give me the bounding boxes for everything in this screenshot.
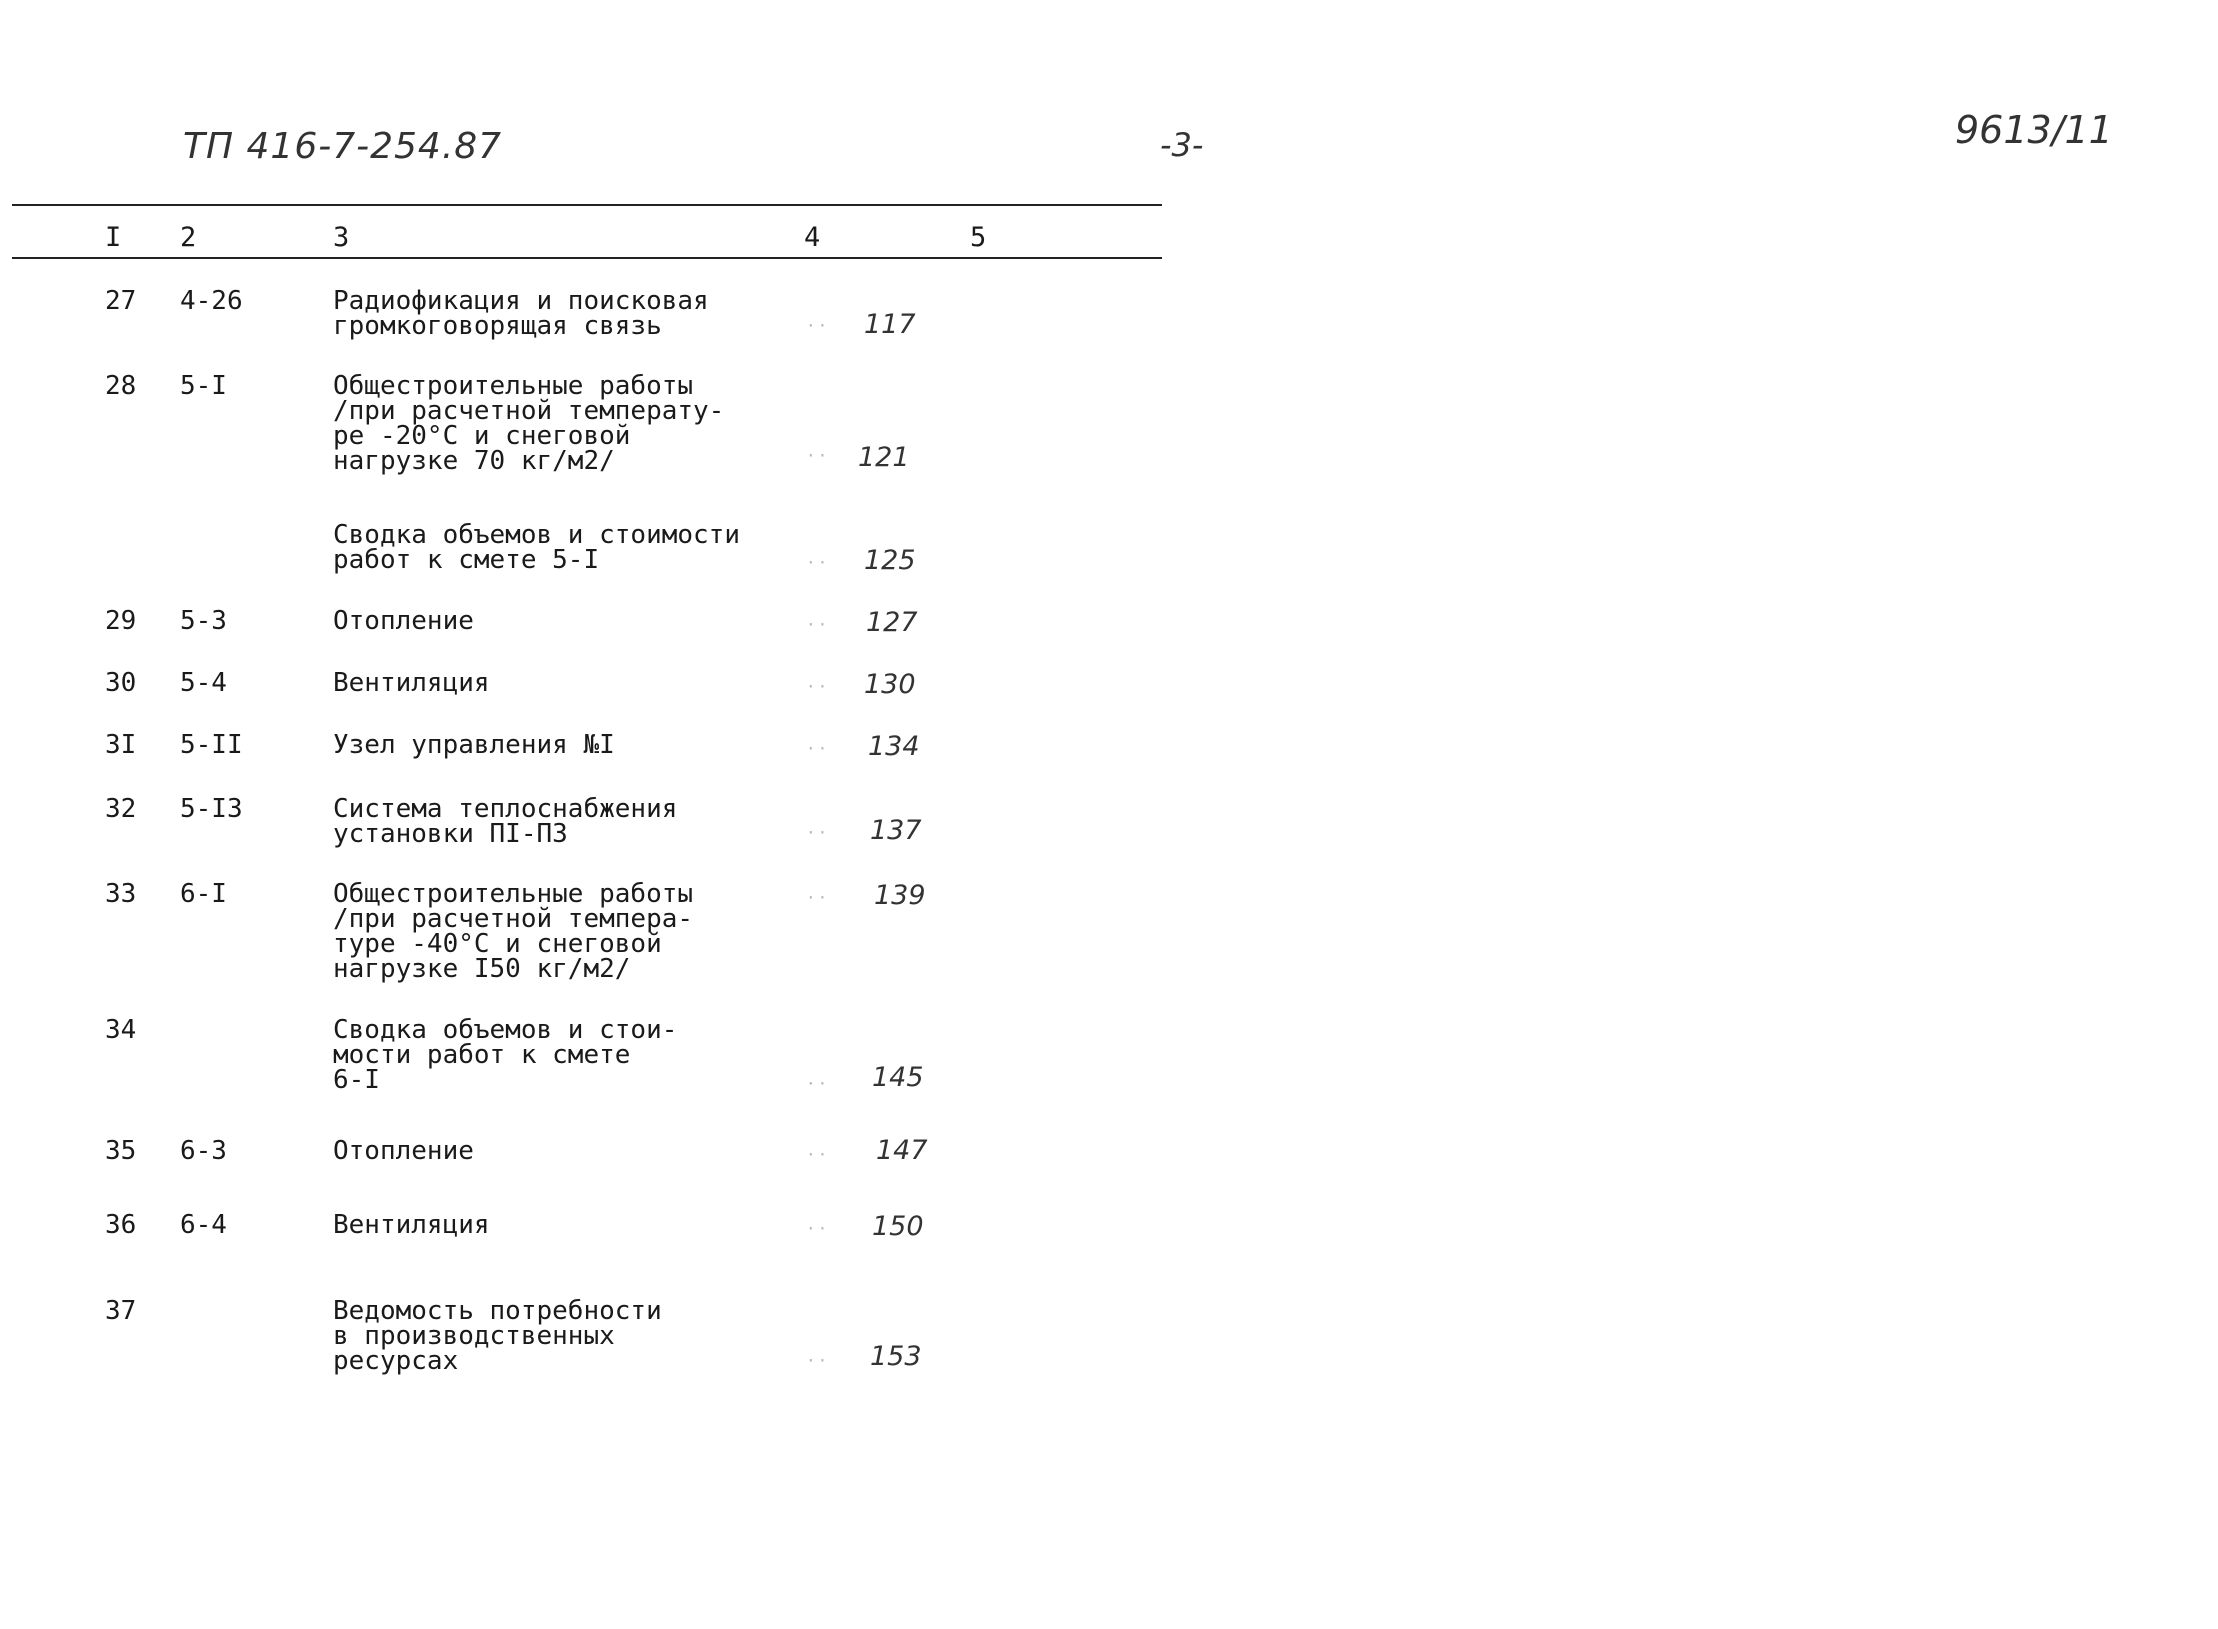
column-header-5: 5: [970, 222, 987, 253]
table-top-rule: [12, 204, 1162, 206]
row-reference: 5-4: [180, 668, 227, 698]
row-number: 34: [105, 1015, 137, 1045]
faint-mark: ··: [806, 446, 830, 465]
faint-mark: ··: [806, 1219, 830, 1238]
row-title: Система теплоснабжения установки ПI-П3: [333, 794, 678, 849]
row-reference: 5-I: [180, 371, 227, 401]
row-reference: 5-3: [180, 606, 227, 636]
row-title: Узел управления №I: [333, 730, 615, 760]
row-page: 139: [874, 880, 926, 911]
faint-mark: ··: [806, 739, 830, 758]
archive-number: 9613/11: [1955, 108, 2113, 152]
row-page: 150: [872, 1211, 924, 1242]
page-number: -3-: [1160, 126, 1204, 164]
faint-mark: ··: [806, 1351, 830, 1370]
row-title: Сводка объемов и стои- мости работ к смете 6-I: [333, 1015, 678, 1095]
faint-mark: ··: [806, 823, 830, 842]
row-number: 28: [105, 371, 137, 401]
row-page: 130: [864, 669, 916, 700]
faint-mark: ··: [806, 553, 830, 572]
row-title: Вентиляция: [333, 668, 490, 698]
column-header-2: 2: [180, 222, 197, 253]
faint-mark: ··: [806, 888, 830, 907]
row-reference: 5-I3: [180, 794, 243, 824]
row-page: 125: [864, 545, 916, 576]
faint-mark: ··: [806, 316, 830, 335]
row-page: 153: [870, 1341, 922, 1372]
row-number: 36: [105, 1210, 137, 1240]
row-number: 29: [105, 606, 137, 636]
row-title: Вентиляция: [333, 1210, 490, 1240]
row-title: Общестроительные работы /при расчетной темпера- туре -40°С и снеговой нагрузке I50 кг/м2/: [333, 879, 694, 984]
row-number: 3I: [105, 730, 137, 760]
row-page: 147: [876, 1135, 928, 1166]
row-page: 134: [868, 731, 920, 762]
row-title: Общестроительные работы /при расчетной температу- ре -20°С и снеговой нагрузке 70 кг/м2/: [333, 371, 725, 476]
row-number: 32: [105, 794, 137, 824]
row-number: 35: [105, 1136, 137, 1166]
row-reference: 4-26: [180, 286, 243, 316]
row-page: 127: [866, 607, 918, 638]
row-page: 137: [870, 815, 922, 846]
row-reference: 5-II: [180, 730, 243, 760]
faint-mark: ··: [806, 1074, 830, 1093]
row-number: 30: [105, 668, 137, 698]
document-code: ТП 416-7-254.87: [183, 126, 503, 167]
row-reference: 6-3: [180, 1136, 227, 1166]
row-reference: 6-4: [180, 1210, 227, 1240]
row-number: 37: [105, 1296, 137, 1326]
column-header-3: 3: [333, 222, 350, 253]
row-title: Радиофикация и поисковая громкоговорящая связь: [333, 286, 709, 341]
faint-mark: ··: [806, 615, 830, 634]
faint-mark: ··: [806, 677, 830, 696]
row-title: Отопление: [333, 1136, 474, 1166]
row-page: 145: [872, 1062, 924, 1093]
row-title: Ведомость потребности в производственных ресурсах: [333, 1296, 662, 1376]
table-header-rule: [12, 257, 1162, 259]
faint-mark: ··: [806, 1145, 830, 1164]
row-title: Сводка объемов и стоимости работ к смете 5-I: [333, 520, 740, 575]
column-header-1: I: [105, 222, 122, 253]
row-reference: 6-I: [180, 879, 227, 909]
column-header-4: 4: [804, 222, 821, 253]
row-page: 117: [864, 309, 916, 340]
row-page: 121: [858, 442, 910, 473]
row-number: 33: [105, 879, 137, 909]
row-number: 27: [105, 286, 137, 316]
row-title: Отопление: [333, 606, 474, 636]
